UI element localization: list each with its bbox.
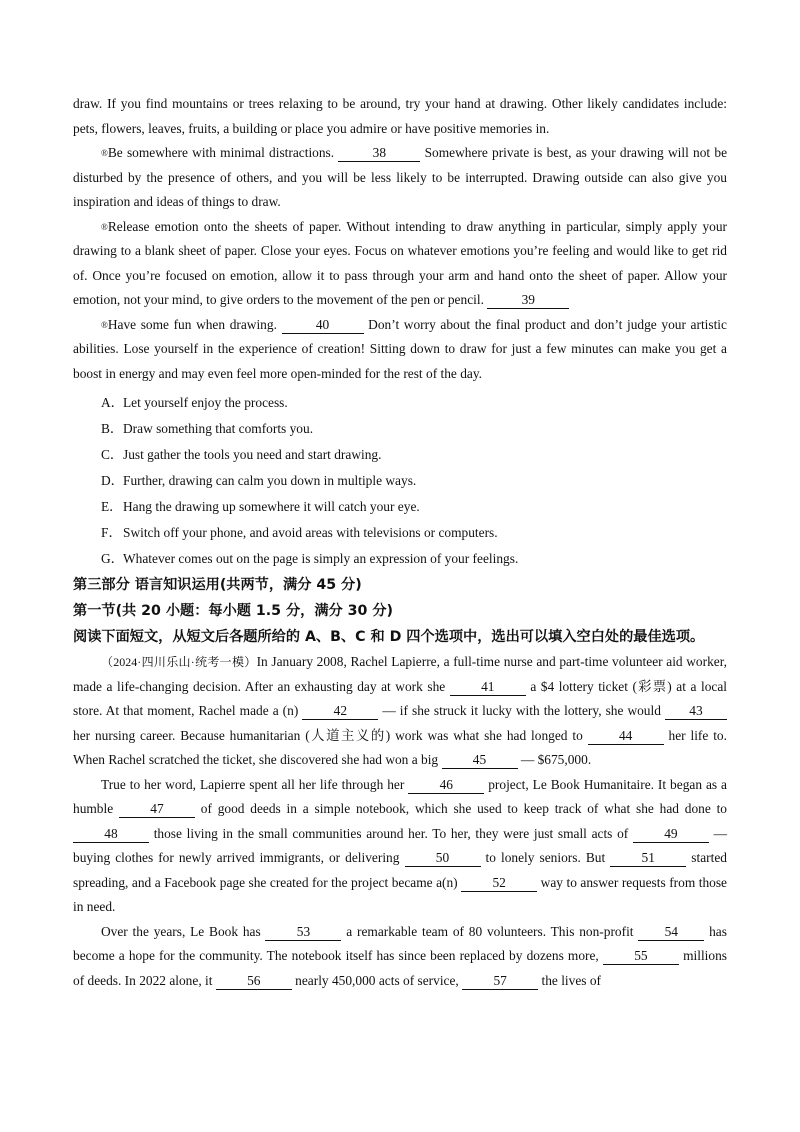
answer-blank-56[interactable]: 56	[216, 973, 292, 990]
bullet-mark: ®	[101, 319, 108, 330]
answer-blank-46[interactable]: 46	[408, 777, 484, 794]
option-item[interactable]: F．Switch off your phone, and avoid areas with televisions or computers.	[101, 525, 498, 540]
source-label: （2024·四川乐山·统考一模）	[101, 655, 257, 669]
answer-blank-57[interactable]: 57	[462, 973, 538, 990]
answer-blank-54[interactable]: 54	[638, 924, 704, 941]
section-instruction: 阅读下面短文，从短文后各题所给的 A、B、C 和 D 四个选项中，选出可以填入空白处的最佳选项。	[73, 629, 705, 645]
answer-blank-52[interactable]: 52	[461, 875, 537, 892]
option-item[interactable]: C．Just gather the tools you need and start drawing.	[101, 447, 382, 462]
answer-blank-38[interactable]: 38	[338, 145, 420, 162]
options-list	[73, 390, 727, 572]
option-item[interactable]: E．Hang the drawing up somewhere it will catch your eye.	[101, 499, 420, 514]
paragraph-intro: draw. If you find mountains or trees relaxing to be around, try your hand at drawing. Other likely candidates include: pets, flowers, leaves, fruits, a building or place you admire or have positive memories in.	[73, 96, 727, 136]
option-item[interactable]: B．Draw something that comforts you.	[101, 421, 314, 436]
paragraph-tip-distractions: ®Be somewhere with minimal distractions. 38 Somewhere private is best, as your drawing will not be disturbed by the presence of others, and you will be less likely to be interrupted. Drawing outside can also give you inspiration and ideas of things to draw.	[73, 145, 728, 209]
answer-blank-53[interactable]: 53	[265, 924, 341, 941]
answer-blank-45[interactable]: 45	[442, 752, 518, 769]
answer-blank-41[interactable]: 41	[450, 679, 526, 696]
document-page	[73, 92, 727, 993]
option-item[interactable]: G．Whatever comes out on the page is simply an expression of your feelings.	[101, 551, 519, 566]
answer-blank-55[interactable]: 55	[603, 948, 679, 965]
option-item[interactable]: D．Further, drawing can calm you down in multiple ways.	[101, 473, 417, 488]
bullet-mark: ®	[101, 148, 108, 158]
answer-blank-42[interactable]: 42	[302, 703, 378, 720]
bullet-mark: ®	[101, 221, 108, 232]
answer-blank-51[interactable]: 51	[610, 850, 686, 867]
paragraph-cloze-2: True to her word, Lapierre spent all her life through her 46 project, Le Book Humanitaire. It began as a humble 47 of good deeds in a simple notebook, which she used to keep track of what she had done to 48 those living in the small communities around her. To her, they were just small acts of 49 — buying clothes for newly arrived immigrants, or delivering 50 to lonely seniors. But 51 started spreading, and a Facebook page she created for the project became a(n) 52 way to answer requests from those in need.	[73, 776, 728, 914]
paragraph-tip-emotion: ®Release emotion onto the sheets of paper. Without intending to draw anything in particular, simply apply your drawing to a blank sheet of paper. Close your eyes. Focus on whatever emotions you’re feeling and would like to get rid of. Once you’re focused on emotion, allow it to pass through your arm and hand onto the sheet of paper. Allow your emotion, not your mind, to give orders to the movement of the pen or pencil. 39	[73, 218, 727, 307]
answer-blank-50[interactable]: 50	[405, 850, 481, 867]
answer-blank-40[interactable]: 40	[282, 317, 364, 334]
answer-blank-44[interactable]: 44	[588, 728, 664, 745]
section-title: 第三部分 语言知识运用(共两节，满分 45 分)	[73, 577, 362, 593]
answer-blank-49[interactable]: 49	[633, 826, 709, 843]
answer-blank-39[interactable]: 39	[487, 292, 569, 309]
paragraph-cloze-1: （2024·四川乐山·统考一模）In January 2008, Rachel Lapierre, a full-time nurse and part-time volunteer aid worker, made a life-changing decision. After an exhausting day at work she 41 a $4 lottery ticket (彩票) at a local store. At that moment, Rachel made a (n) 42 — if she struck it lucky with the lottery, she would 43 her nursing career. Because humanitarian (人道主义的) work was what she had longed to 44 her life to. When Rachel scratched the ticket, she discovered she had won a big 45 — $675,000.	[73, 654, 728, 767]
answer-blank-47[interactable]: 47	[119, 801, 195, 818]
section-subtitle: 第一节(共 20 小题：每小题 1.5 分，满分 30 分)	[73, 603, 394, 619]
paragraph-cloze-3: Over the years, Le Book has 53 a remarkable team of 80 volunteers. This non-profit 54 has become a hope for the community. The notebook itself has since been replaced by dozens more, 55 millions of deeds. In 2022 alone, it 56 nearly 450,000 acts of service, 57 the lives of	[73, 923, 727, 988]
answer-blank-43[interactable]: 43	[665, 703, 727, 720]
option-item[interactable]: A．Let yourself enjoy the process.	[101, 395, 288, 410]
paragraph-tip-fun: ®Have some fun when drawing. 40 Don’t worry about the final product and don’t judge your artistic abilities. Lose yourself in the experience of creation! Sitting down to draw for just a few minutes can make you get a boost in energy and may even feel more open-minded for the rest of the day.	[73, 316, 727, 381]
answer-blank-48[interactable]: 48	[73, 826, 149, 843]
